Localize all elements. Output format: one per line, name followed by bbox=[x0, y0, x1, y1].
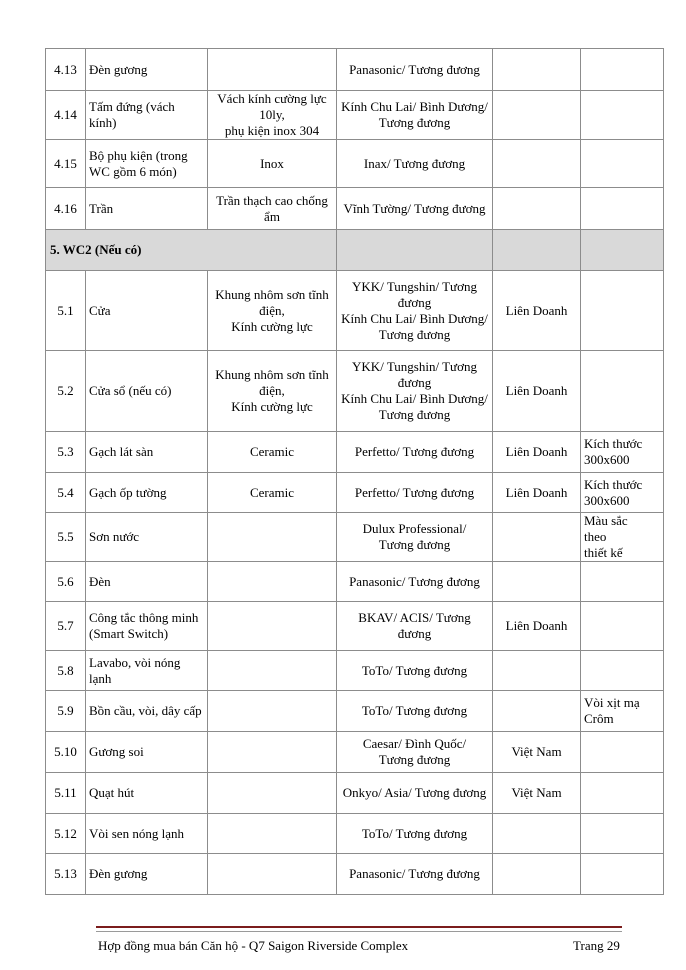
cell-item-name: Đèn gương bbox=[86, 49, 208, 91]
table-row bbox=[46, 351, 664, 432]
section-header-row bbox=[46, 230, 664, 271]
cell-note bbox=[581, 91, 664, 140]
cell-note: Vòi xịt mạ Crôm bbox=[581, 691, 664, 732]
cell-item-name: Đèn gương bbox=[86, 854, 208, 895]
cell-note bbox=[581, 814, 664, 854]
footer-page-number: Trang 29 bbox=[573, 938, 620, 953]
cell-item-number: 4.13 bbox=[46, 49, 86, 91]
cell-item-name: Bộ phụ kiện (trong WC gồm 6 món) bbox=[86, 140, 208, 188]
cell-item-name: Cửa bbox=[86, 271, 208, 351]
cell-origin: Liên Doanh bbox=[493, 432, 581, 473]
cell-item-number: 5.8 bbox=[46, 651, 86, 691]
cell-brand: Dulux Professional/ Tương đương bbox=[337, 513, 493, 562]
cell-material bbox=[208, 732, 337, 773]
cell-origin: Việt Nam bbox=[493, 773, 581, 814]
cell-note bbox=[581, 773, 664, 814]
cell-note bbox=[581, 562, 664, 602]
cell-brand: Panasonic/ Tương đương bbox=[337, 854, 493, 895]
cell-item-name: Bồn cầu, vòi, dây cấp bbox=[86, 691, 208, 732]
cell-origin bbox=[493, 49, 581, 91]
cell-item-number: 4.16 bbox=[46, 188, 86, 230]
table-row bbox=[46, 773, 664, 814]
footer-contract-title: Hợp đồng mua bán Căn hộ - Q7 Saigon Riverside Complex bbox=[98, 938, 409, 953]
cell-note bbox=[581, 271, 664, 351]
cell-item-name: Vòi sen nóng lạnh bbox=[86, 814, 208, 854]
section-title: 5. WC2 (Nếu có) bbox=[46, 230, 337, 271]
cell-item-number: 5.13 bbox=[46, 854, 86, 895]
cell-item-name: Công tắc thông minh (Smart Switch) bbox=[86, 602, 208, 651]
table-row bbox=[46, 432, 664, 473]
cell-brand: Onkyo/ Asia/ Tương đương bbox=[337, 773, 493, 814]
cell-note bbox=[581, 651, 664, 691]
table-row bbox=[46, 814, 664, 854]
cell-brand: Perfetto/ Tương đương bbox=[337, 473, 493, 513]
cell-item-number: 5.2 bbox=[46, 351, 86, 432]
cell-item-name: Cửa sổ (nếu có) bbox=[86, 351, 208, 432]
cell-material: Khung nhôm sơn tĩnh điện, Kính cường lực bbox=[208, 271, 337, 351]
table-row bbox=[46, 732, 664, 773]
cell-origin: Liên Doanh bbox=[493, 602, 581, 651]
cell-material: Vách kính cường lực 10ly, phụ kiện inox 304 bbox=[208, 91, 337, 140]
cell-material: Inox bbox=[208, 140, 337, 188]
cell-origin bbox=[493, 814, 581, 854]
footer-divider-gray bbox=[96, 931, 622, 932]
cell-material bbox=[208, 691, 337, 732]
cell-origin bbox=[493, 91, 581, 140]
section-empty-cell bbox=[581, 230, 664, 271]
cell-brand: YKK/ Tungshin/ Tương đương Kính Chu Lai/ Bình Dương/ Tương đương bbox=[337, 351, 493, 432]
footer-divider-red bbox=[96, 926, 622, 928]
table-row bbox=[46, 602, 664, 651]
cell-note bbox=[581, 49, 664, 91]
cell-item-name: Lavabo, vòi nóng lạnh bbox=[86, 651, 208, 691]
cell-material: Ceramic bbox=[208, 432, 337, 473]
cell-item-number: 5.12 bbox=[46, 814, 86, 854]
cell-brand: Perfetto/ Tương đương bbox=[337, 432, 493, 473]
cell-origin: Liên Doanh bbox=[493, 351, 581, 432]
cell-material bbox=[208, 513, 337, 562]
cell-item-name: Tấm đứng (vách kính) bbox=[86, 91, 208, 140]
cell-material bbox=[208, 773, 337, 814]
cell-material: Trần thạch cao chống ẩm bbox=[208, 188, 337, 230]
table-row bbox=[46, 473, 664, 513]
cell-item-number: 5.5 bbox=[46, 513, 86, 562]
cell-brand: YKK/ Tungshin/ Tương đương Kính Chu Lai/ Bình Dương/ Tương đương bbox=[337, 271, 493, 351]
cell-note bbox=[581, 188, 664, 230]
specification-table bbox=[45, 48, 664, 895]
table-row bbox=[46, 140, 664, 188]
cell-origin bbox=[493, 140, 581, 188]
table-row bbox=[46, 271, 664, 351]
cell-brand: Panasonic/ Tương đương bbox=[337, 562, 493, 602]
cell-item-number: 5.11 bbox=[46, 773, 86, 814]
cell-item-number: 5.6 bbox=[46, 562, 86, 602]
cell-item-name: Gạch ốp tường bbox=[86, 473, 208, 513]
cell-origin bbox=[493, 513, 581, 562]
cell-item-number: 5.10 bbox=[46, 732, 86, 773]
cell-note bbox=[581, 351, 664, 432]
cell-material bbox=[208, 814, 337, 854]
table-row bbox=[46, 513, 664, 562]
section-empty-cell bbox=[493, 230, 581, 271]
cell-origin bbox=[493, 562, 581, 602]
cell-item-number: 5.4 bbox=[46, 473, 86, 513]
cell-item-name: Gương soi bbox=[86, 732, 208, 773]
cell-item-number: 4.15 bbox=[46, 140, 86, 188]
cell-material: Ceramic bbox=[208, 473, 337, 513]
section-empty-cell bbox=[337, 230, 493, 271]
specification-table-body bbox=[46, 49, 664, 895]
cell-brand: ToTo/ Tương đương bbox=[337, 814, 493, 854]
table-row bbox=[46, 651, 664, 691]
cell-origin: Liên Doanh bbox=[493, 473, 581, 513]
cell-item-name: Gạch lát sàn bbox=[86, 432, 208, 473]
cell-item-name: Trần bbox=[86, 188, 208, 230]
cell-note bbox=[581, 602, 664, 651]
cell-origin bbox=[493, 691, 581, 732]
cell-material bbox=[208, 562, 337, 602]
table-row bbox=[46, 91, 664, 140]
cell-brand: Panasonic/ Tương đương bbox=[337, 49, 493, 91]
cell-brand: BKAV/ ACIS/ Tương đương bbox=[337, 602, 493, 651]
cell-brand: Kính Chu Lai/ Bình Dương/ Tương đương bbox=[337, 91, 493, 140]
cell-item-number: 4.14 bbox=[46, 91, 86, 140]
cell-brand: Vĩnh Tường/ Tương đương bbox=[337, 188, 493, 230]
cell-item-name: Quạt hút bbox=[86, 773, 208, 814]
cell-item-name: Sơn nước bbox=[86, 513, 208, 562]
cell-note bbox=[581, 140, 664, 188]
cell-origin: Liên Doanh bbox=[493, 271, 581, 351]
cell-brand: Inax/ Tương đương bbox=[337, 140, 493, 188]
cell-material bbox=[208, 49, 337, 91]
cell-item-number: 5.1 bbox=[46, 271, 86, 351]
cell-note bbox=[581, 854, 664, 895]
cell-item-number: 5.3 bbox=[46, 432, 86, 473]
table-row bbox=[46, 49, 664, 91]
table-row bbox=[46, 562, 664, 602]
table-row bbox=[46, 854, 664, 895]
cell-origin bbox=[493, 188, 581, 230]
cell-note: Màu sắc theo thiết kế bbox=[581, 513, 664, 562]
cell-material: Khung nhôm sơn tĩnh điện, Kính cường lực bbox=[208, 351, 337, 432]
cell-brand: ToTo/ Tương đương bbox=[337, 691, 493, 732]
cell-material bbox=[208, 651, 337, 691]
table-row bbox=[46, 691, 664, 732]
cell-item-name: Đèn bbox=[86, 562, 208, 602]
cell-note: Kích thước 300x600 bbox=[581, 473, 664, 513]
table-row bbox=[46, 188, 664, 230]
cell-material bbox=[208, 602, 337, 651]
cell-item-number: 5.7 bbox=[46, 602, 86, 651]
cell-origin: Việt Nam bbox=[493, 732, 581, 773]
cell-origin bbox=[493, 854, 581, 895]
cell-note bbox=[581, 732, 664, 773]
cell-origin bbox=[493, 651, 581, 691]
cell-item-number: 5.9 bbox=[46, 691, 86, 732]
cell-brand: Caesar/ Đình Quốc/ Tương đương bbox=[337, 732, 493, 773]
cell-brand: ToTo/ Tương đương bbox=[337, 651, 493, 691]
cell-note: Kích thước 300x600 bbox=[581, 432, 664, 473]
cell-material bbox=[208, 854, 337, 895]
